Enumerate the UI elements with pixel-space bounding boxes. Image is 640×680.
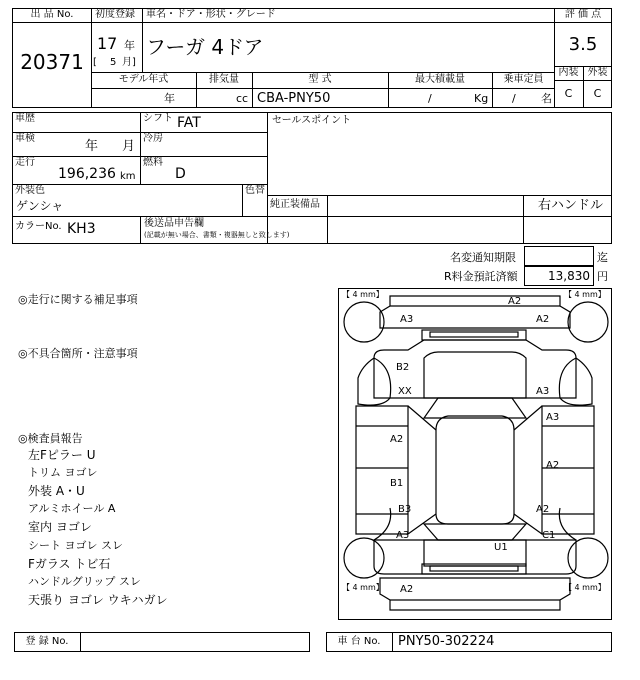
damage-mark: A3 xyxy=(400,314,414,325)
damage-mark: B2 xyxy=(396,362,410,373)
car-diagram xyxy=(338,288,612,620)
lot-number-value: 20371 xyxy=(20,50,84,74)
exterior-grade-label: 外装 xyxy=(587,67,608,78)
color-change-label: 色替 xyxy=(245,185,265,196)
damage-mark: A2 xyxy=(400,584,414,595)
color-no-value: KH3 xyxy=(67,221,96,237)
damage-mark: A2 xyxy=(536,314,550,325)
defects-label: ◎不具合箇所・注意事項 xyxy=(18,347,138,360)
inspector-item: 室内 ヨゴレ xyxy=(28,520,92,534)
genuine-equipment-label: 純正装備品 xyxy=(270,199,320,210)
exterior-grade-value: C xyxy=(593,87,602,100)
shift-label: シフト xyxy=(143,113,173,124)
damage-mark: U1 xyxy=(494,542,508,553)
registration-month: 5 xyxy=(110,57,117,68)
inspector-item: Fガラス トビ石 xyxy=(28,557,111,571)
damage-mark: A2 xyxy=(536,504,550,515)
tire-depth-rear-left: 【 4 mm】 xyxy=(342,583,384,592)
rear-left-wheel xyxy=(344,538,384,578)
tire-depth-front-right: 【 4 mm】 xyxy=(564,290,606,299)
recycle-fee-label: R料金預託済額 xyxy=(444,270,518,283)
tire-depth-rear-right: 【 4 mm】 xyxy=(564,583,606,592)
damage-mark: XX xyxy=(398,386,412,397)
damage-mark: A2 xyxy=(546,460,560,471)
damage-mark: A3 xyxy=(396,530,410,541)
lot-number-label: 出 品 No. xyxy=(30,9,74,20)
damage-mark: A2 xyxy=(508,296,522,307)
chassis-number-label: 車 台 No. xyxy=(337,636,381,647)
registration-year: 17 xyxy=(97,34,118,53)
inspector-item: 左Fピラー U xyxy=(28,448,96,462)
inspector-item: シート ヨゴレ スレ xyxy=(28,539,123,552)
model-code-label: 型 式 xyxy=(308,74,332,85)
sales-point-label: セールスポイント xyxy=(272,115,352,126)
inspector-item: 外装 A・U xyxy=(28,484,85,498)
title-change-box xyxy=(524,246,594,266)
color-no-label: カラーNo. xyxy=(15,221,62,232)
shift-value: FAT xyxy=(177,115,201,131)
registration-number-label: 登 録 No. xyxy=(25,636,69,647)
recycle-fee-value: 13,830 xyxy=(548,269,590,283)
title-change-label: 名変通知期限 xyxy=(450,251,516,264)
mileage-label: 走行 xyxy=(15,157,35,168)
inspector-item: 天張り ヨゴレ ウキハガレ xyxy=(28,593,168,607)
damage-mark: B3 xyxy=(398,504,412,515)
aftermarket-note: (記載が無い場合、書類・複器無しと致します) xyxy=(144,231,290,239)
model-year-label: モデル年式 xyxy=(118,74,169,85)
aftermarket-label: 後送品申告欄 xyxy=(144,218,204,229)
fuel-label: 燃料 xyxy=(143,157,163,168)
front-right-wheel xyxy=(568,302,608,342)
capacity-label: 乗車定員 xyxy=(503,74,544,85)
damage-mark: C1 xyxy=(542,530,556,541)
displacement-label: 排気量 xyxy=(209,74,239,85)
history-label: 車歴 xyxy=(15,113,35,124)
first-registration-label: 初度登録 xyxy=(95,9,135,20)
fuel-value: D xyxy=(175,166,186,182)
damage-mark: B1 xyxy=(390,478,404,489)
inspector-item: アルミホイール A xyxy=(28,502,116,515)
car-name-value: フーガ 4ドア xyxy=(146,35,264,59)
exterior-color-value: ゲンシャ xyxy=(16,199,64,213)
inspector-item: ハンドルグリップ スレ xyxy=(28,575,141,588)
chassis-number-value: PNY50-302224 xyxy=(398,634,495,649)
ac-label: 冷房 xyxy=(143,133,163,144)
inspection-label: 車検 xyxy=(15,133,35,144)
damage-mark: A2 xyxy=(390,434,404,445)
damage-mark: A3 xyxy=(546,412,560,423)
interior-grade-value: C xyxy=(564,87,573,100)
max-load-label: 最大積載量 xyxy=(415,74,465,85)
exterior-color-label: 外装色 xyxy=(15,185,45,196)
damage-mark: A3 xyxy=(536,386,550,397)
driving-notes-label: ◎走行に関する補足事項 xyxy=(18,293,138,306)
car-name-label: 車名・ドア・形状・グレード xyxy=(146,9,276,20)
registration-year-unit: 年 xyxy=(124,39,135,52)
model-code-value: CBA-PNY50 xyxy=(257,91,331,106)
score-label: 評 価 点 xyxy=(564,9,602,20)
trunk xyxy=(374,540,576,574)
windshield xyxy=(424,398,526,418)
mileage-value: 196,236 xyxy=(58,166,116,182)
interior-grade-label: 内装 xyxy=(558,67,579,78)
front-left-wheel xyxy=(344,302,384,342)
rear-window xyxy=(424,524,526,540)
score-value: 3.5 xyxy=(568,34,598,55)
steering-value: 右ハンドル xyxy=(538,198,604,213)
inspector-item: トリム ヨゴレ xyxy=(28,466,98,479)
roof xyxy=(436,416,514,524)
tire-depth-front-left: 【 4 mm】 xyxy=(342,290,384,299)
inspector-report-label: ◎検査員報告 xyxy=(18,432,83,445)
